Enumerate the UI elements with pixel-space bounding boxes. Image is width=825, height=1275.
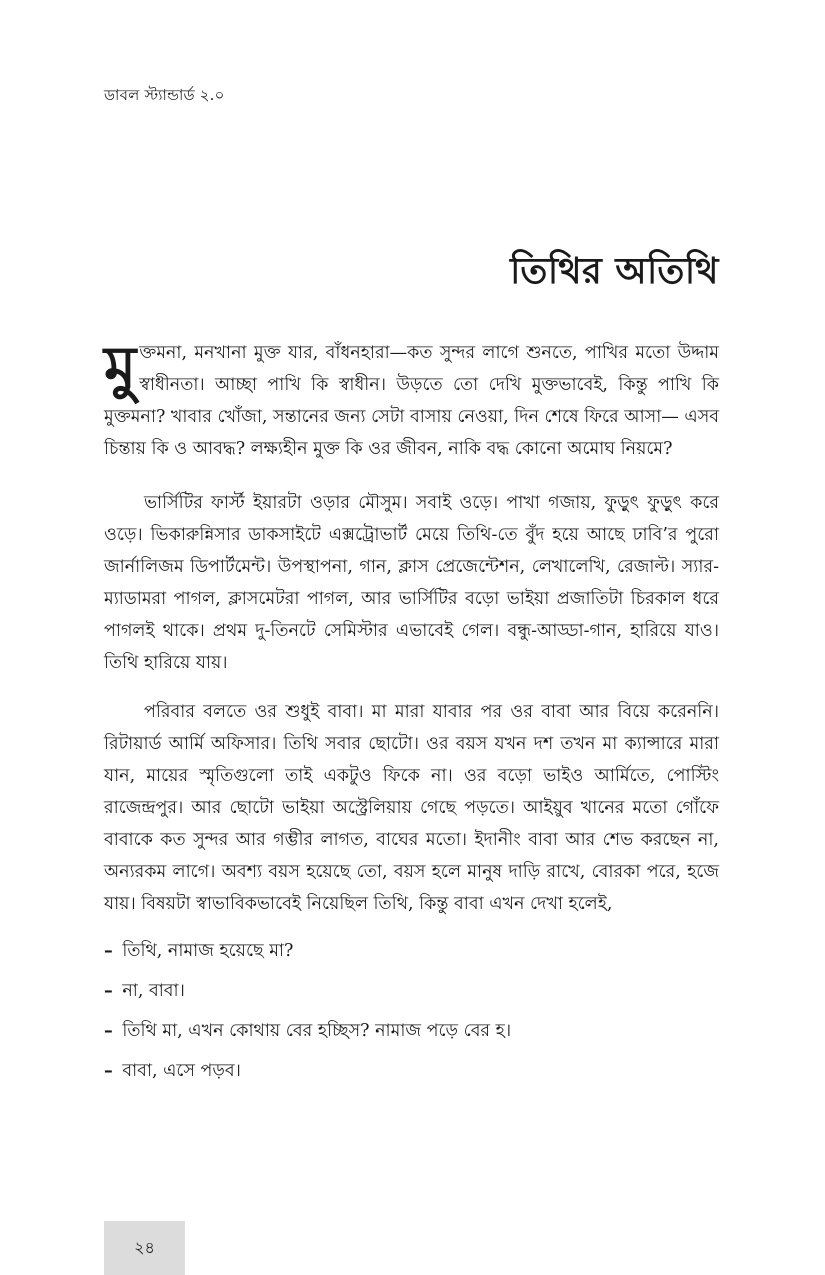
dialogue-line [104,1017,719,1045]
paragraph: পরিবার বলতে ওর শুধুই বাবা। মা মারা যাবার পর ওর বাবা আর বিয়ে করেননি। রিটায়ার্ড আর্মি অফিসার। তিথি সবার ছোটো। ওর বয়স যখন দশ তখন মা ক্যান্সারে মারা যান, মায়ের স্মৃতিগুলো তাই একটুও ফিকে না। ওর বড়ো ভাইও আর্মিতে, পোস্টিং রাজেন্দ্রপুর। আর ছোটো ভাইয়া অস্ট্রেলিয়ায় গেছে পড়তে। আইয়ুব খানের মতো গোঁফে বাবাকে কত সুন্দর আর গম্ভীর লাগত, বাঘের মতো। ইদানীং বাবা আর শেভ করছেন না, অন্যরকম লাগে। অবশ্য বয়স হয়েছে তো, বয়স হলে মানুষ দাড়ি রাখে, বোরকা পরে, হজে যায়। বিষয়টা স্বাভাবিকভাবেই নিয়েছিল তিথি, কিন্তু বাবা এখন দেখা হলেই, [104,702,719,914]
chapter-body [104,333,719,1097]
dialogue-line [104,977,719,1005]
dialogue-dash: – [104,941,113,961]
drop-cap: মু [104,333,137,401]
dialogue-text: তিথি মা, এখন কোথায় বের হচ্ছিস? নামাজ পড়ে বের হ। [122,1021,512,1041]
page-number: ২৪ [134,1237,155,1257]
chapter-title: তিথির অতিথি [510,251,719,292]
dialogue-text: তিথি, নামাজ হয়েছে মা? [122,941,294,961]
page-number-box [104,1221,185,1275]
paragraph: ভার্সিটির ফার্স্ট ইয়ারটা ওড়ার মৌসুম। সবাই ওড়ে। পাখা গজায়, ফুড়ুৎ ফুড়ুৎ করে ওড়ে। ভিকারুন্নিসার ডাকসাইটে এক্সট্রোভার্ট মেয়ে তিথি-তে বুঁদ হয়ে আছে ঢাবি’র পুরো জার্নালিজম ডিপার্টমেন্ট। উপস্থাপনা, গান, ক্লাস প্রেজেন্টেশন, লেখালেখি, রেজাল্ট। স্যার-ম্যাডামরা পাগল, ক্লাসমেটরা পাগল, আর ভার্সিটির বড়ো ভাইয়া প্রজাতিটা চিরকাল ধরে পাগলই থাকে। প্রথম দু-তিনটে সেমিস্টার এভাবেই গেল। বন্ধু-আড্ডা-গান, হারিয়ে যাও। তিথি হারিয়ে যায়। [104,493,719,673]
dialogue-line [104,1057,719,1085]
dialogue-text: না, বাবা। [122,981,185,1001]
opening-paragraph [104,333,719,465]
dialogue-text: বাবা, এসে পড়ব। [122,1061,241,1081]
opening-paragraph-text: ক্তমনা, মনখানা মুক্ত যার, বাঁধনহারা—কত সুন্দর লাগে শুনতে, পাখির মতো উদ্দাম স্বাধীনতা। আচ্ছা পাখি কি স্বাধীন। উড়তে তো দেখি মুক্তভাবেই, কিন্তু পাখি কি মুক্তমনা? খাবার খোঁজা, সন্তানের জন্য সেটা বাসায় নেওয়া, দিন শেষে ফিরে আসা— এসব চিন্তায় কি ও আবদ্ধ? লক্ষ্যহীন মুক্ত কি ওর জীবন, নাকি বদ্ধ কোনো অমোঘ নিয়মে? [104,343,719,459]
dialogue-dash: – [104,981,113,1001]
dialogue-dash: – [104,1061,113,1081]
dialogue-line [104,937,719,965]
running-header: ডাবল স্ট্যান্ডার্ড ২.০ [104,86,225,104]
dialogue-dash: – [104,1021,113,1041]
